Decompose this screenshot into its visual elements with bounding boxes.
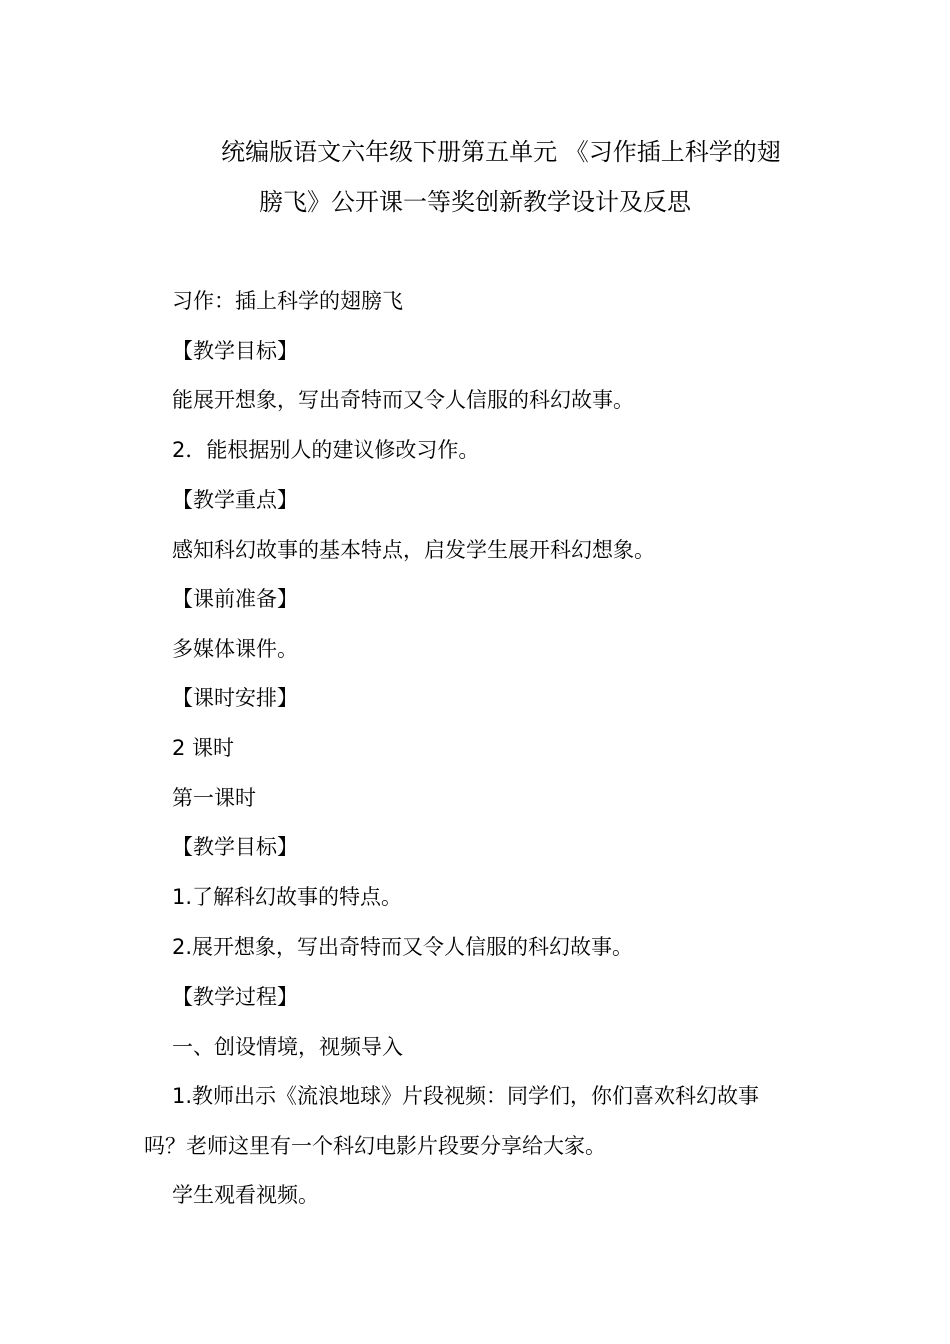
section-heading-schedule: 【课时安排】 [172,686,298,710]
section-heading-key-points: 【教学重点】 [172,488,298,512]
lesson-objective-item-1: 1.了解科幻故事的特点。 [172,885,403,909]
lesson-objective-item-2: 2.展开想象，写出奇特而又令人信服的科幻故事。 [172,935,634,959]
section-heading-objectives: 【教学目标】 [172,339,298,363]
objective-item-2: 2．能根据别人的建议修改习作。 [172,438,480,462]
section-heading-lesson-objectives: 【教学目标】 [172,835,298,859]
section-heading-process: 【教学过程】 [172,985,298,1009]
document-title-line-1: 统编版语文六年级下册第五单元 《习作插上科学的翅 [221,138,781,166]
document-title-line-2: 膀飞》公开课一等奖创新教学设计及反思 [259,188,691,216]
section-heading-preparation: 【课前准备】 [172,587,298,611]
process-paragraph-line-2: 吗？老师这里有一个科幻电影片段要分享给大家。 [144,1134,606,1158]
key-point-text: 感知科幻故事的基本特点，启发学生展开科幻想象。 [172,538,655,562]
process-step-heading: 一、创设情境，视频导入 [172,1035,403,1059]
preparation-text: 多媒体课件。 [172,637,298,661]
objective-item-1: 能展开想象，写出奇特而又令人信服的科幻故事。 [172,388,634,412]
schedule-text: 2 课时 [172,736,235,760]
lesson-heading: 第一课时 [172,786,256,810]
process-paragraph-line-1: 1.教师出示《流浪地球》片段视频：同学们，你们喜欢科幻故事 [172,1084,760,1108]
process-paragraph-student: 学生观看视频。 [172,1183,319,1207]
section-heading-topic: 习作：插上科学的翅膀飞 [172,289,403,313]
